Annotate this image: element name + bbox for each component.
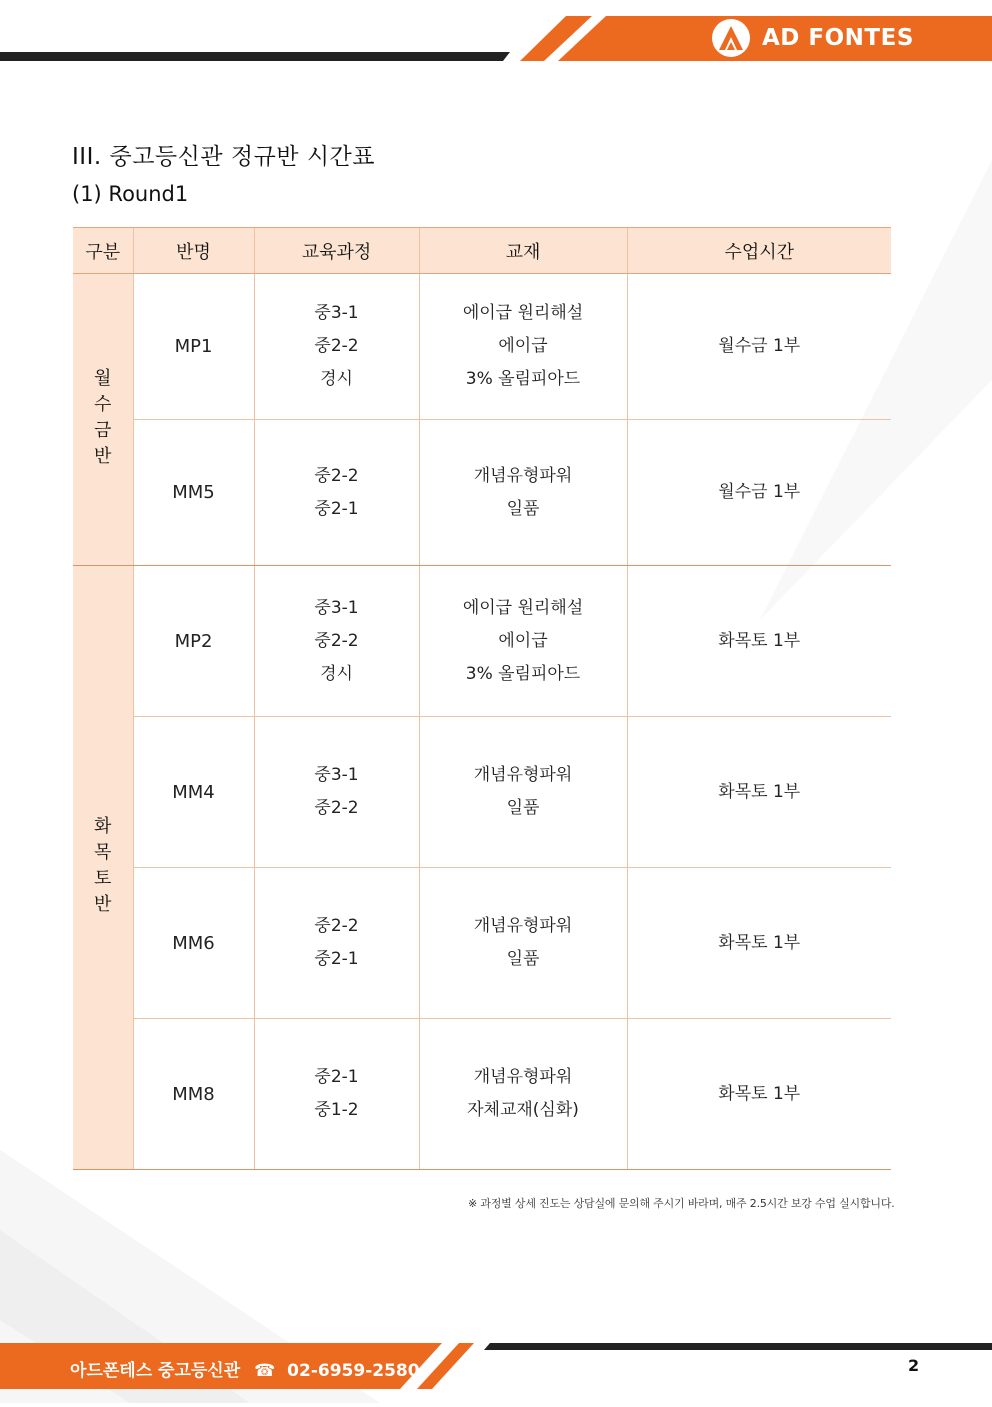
academy-name: 아드폰테스 중고등신관 [70, 1361, 241, 1381]
ad-fontes-logo-icon [712, 19, 750, 57]
course-cell: 중3-1 중2-2 [254, 717, 419, 868]
textbook-cell: 개념유형파워 일품 [419, 420, 627, 566]
brand-name: AD FONTES [762, 25, 914, 51]
header-time: 수업시간 [627, 228, 891, 274]
table-row [73, 274, 891, 420]
textbook-cell: 개념유형파워 일품 [419, 717, 627, 868]
footer-contact [70, 1356, 420, 1381]
table-row [73, 1019, 891, 1170]
time-cell: 월수금 1부 [627, 420, 891, 566]
group-label-tts: 화목토반 [73, 566, 133, 1170]
time-cell: 화목토 1부 [627, 1019, 891, 1170]
table-row [73, 566, 891, 717]
class-name: MM5 [133, 420, 254, 566]
brand-logo [712, 18, 914, 58]
page-header [0, 0, 992, 70]
class-name: MM8 [133, 1019, 254, 1170]
course-cell: 중2-2 중2-1 [254, 420, 419, 566]
time-cell: 화목토 1부 [627, 566, 891, 717]
page-number: 2 [908, 1356, 920, 1375]
textbook-cell: 에이급 원리해설 에이급 3% 올림피아드 [419, 274, 627, 420]
course-cell: 중2-2 중2-1 [254, 868, 419, 1019]
class-name: MP2 [133, 566, 254, 717]
header-textbook: 교재 [419, 228, 627, 274]
course-cell: 중3-1 중2-2 경시 [254, 566, 419, 717]
timetable [73, 227, 891, 1170]
textbook-cell: 에이급 원리해설 에이급 3% 올림피아드 [419, 566, 627, 717]
time-cell: 월수금 1부 [627, 274, 891, 420]
section-title: III. 중고등신관 정규반 시간표 [72, 144, 375, 170]
header-category: 구분 [73, 228, 133, 274]
phone-number: 02-6959-2580 [287, 1361, 420, 1381]
table-header-row [73, 228, 891, 274]
course-cell: 중2-1 중1-2 [254, 1019, 419, 1170]
time-cell: 화목토 1부 [627, 868, 891, 1019]
table-row [73, 717, 891, 868]
course-cell: 중3-1 중2-2 경시 [254, 274, 419, 420]
textbook-cell: 개념유형파워 일품 [419, 868, 627, 1019]
phone-icon: ☎ [254, 1361, 276, 1381]
class-name: MM6 [133, 868, 254, 1019]
table-row [73, 868, 891, 1019]
textbook-cell: 개념유형파워 자체교재(심화) [419, 1019, 627, 1170]
class-name: MP1 [133, 274, 254, 420]
header-course: 교육과정 [254, 228, 419, 274]
footnote: ※ 과정별 상세 진도는 상담실에 문의해 주시기 바라며, 매주 2.5시간 보강 수업 실시합니다. [468, 1197, 895, 1210]
table-row [73, 420, 891, 566]
group-label-mwf: 월수금반 [73, 274, 133, 566]
sub-title: (1) Round1 [72, 182, 189, 206]
time-cell: 화목토 1부 [627, 717, 891, 868]
header-class: 반명 [133, 228, 254, 274]
class-name: MM4 [133, 717, 254, 868]
